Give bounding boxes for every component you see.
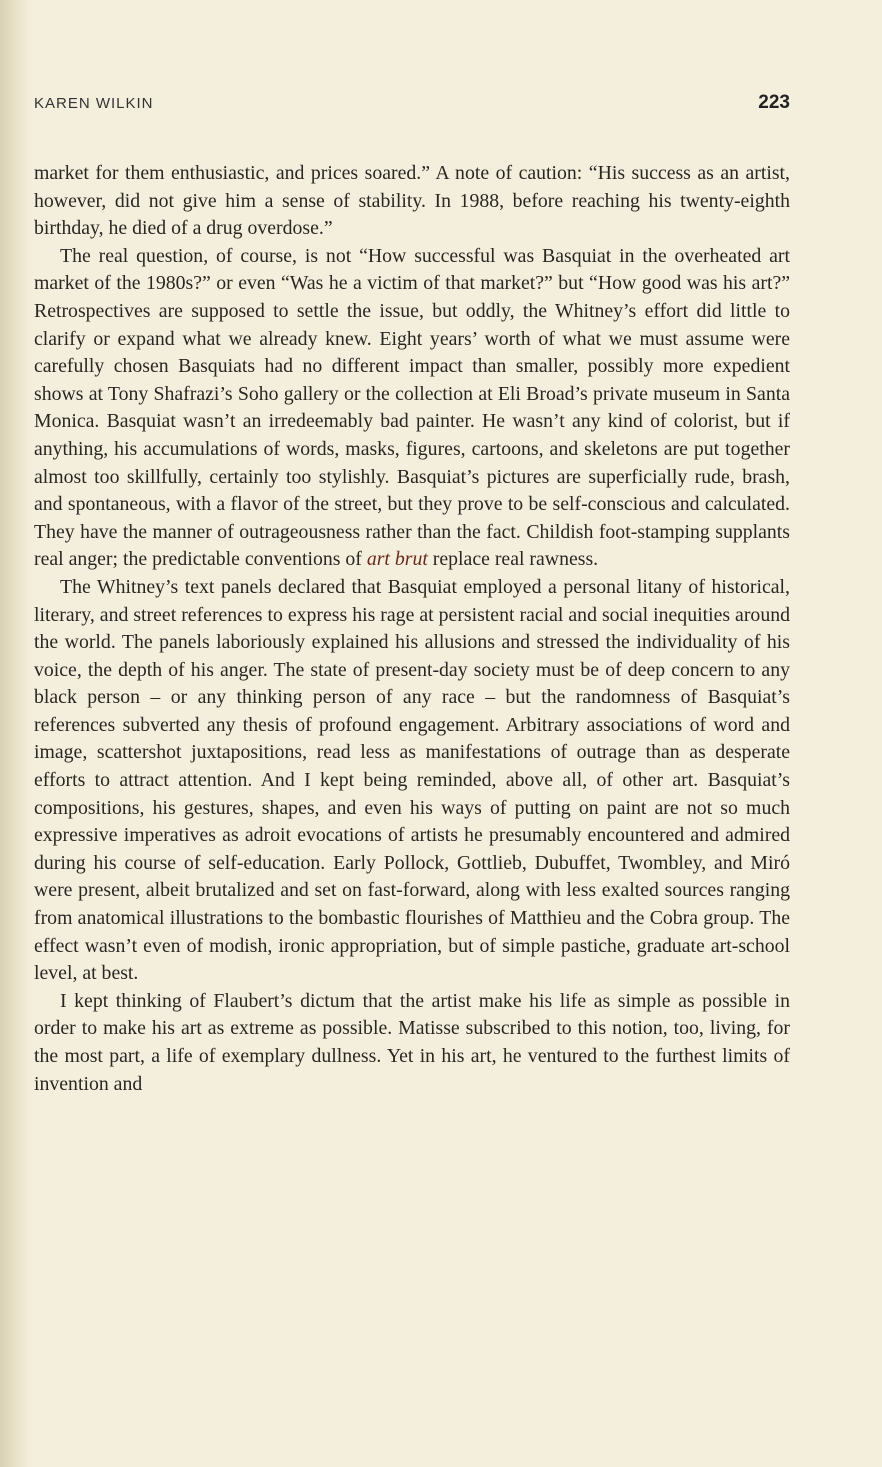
page-number: 223	[758, 92, 790, 113]
page-gutter-shadow	[0, 0, 30, 1467]
paragraph-2-text-end: replace real rawness.	[427, 548, 599, 571]
running-head-author: KAREN WILKIN	[34, 95, 154, 112]
paragraph-3: The Whitney’s text panels declared that Basquiat employed a personal litany of historical, literary, and street references to express his rage at persistent racial and social inequities around the world. The panels laboriously explained his allusions and stressed the individuality of his voice, the depth of his anger. The state of present-day society must be of deep concern to any black person – or any thinking person of any race – but the randomness of Basquiat’s references subverted any thesis of profound engagement. Arbitrary associations of word and image, scattershot juxtapositions, read less as manifestations of outrage than as desperate efforts to attract attention. And I kept being reminded, above all, of other art. Basquiat’s compositions, his gestures, shapes, and even his ways of putting on paint are not so much expressive imperatives as adroit evocations of artists he presumably encountered and admired during his course of self-education. Early Pollock, Gottlieb, Dubuffet, Twombley, and Miró were present, albeit brutalized and set on fast-forward, along with less exalted sources ranging from anatomical illustrations to the bombastic flourishes of Matthieu and the Cobra group. The effect wasn’t even of modish, ironic appropriation, but of simple pastiche, graduate art-school level, at best.	[34, 575, 790, 985]
running-head	[34, 92, 790, 116]
body-text	[34, 160, 790, 1098]
paragraph-2-text: The real question, of course, is not “How successful was Basquiat in the overheated art market of the 1980s?” or even “Was he a victim of that market?” but “How good was his art?” Retrospectives are supposed to settle the issue, but oddly, the Whitney’s effort did little to clarify or expand what we already knew. Eight years’ worth of what we must assume were carefully chosen Basquiats had no different impact than smaller, possibly more expedient shows at Tony Shafrazi’s Soho gallery or the collection at Eli Broad’s private museum in Santa Monica. Basquiat wasn’t an irredeemably bad painter. He wasn’t any kind of colorist, but if anything, his accumulations of words, masks, figures, cartoons, and skeletons are put together almost too skillfully, certainly too stylishly. Basquiat’s pictures are superficially rude, brash, and spontaneous, with a flavor of the street, but they prove to be self-conscious and calculated. They have the manner of outrageousness rather than the fact. Childish foot-stamping supplants real anger; the predictable conventions of	[34, 244, 790, 571]
paragraph-2	[34, 243, 790, 574]
paragraph-2-italic-term: art brut	[366, 548, 428, 571]
paragraph-4: I kept thinking of Flaubert’s dictum that the artist make his life as simple as possible in order to make his art as extreme as possible. Matisse subscribed to this notion, too, living, for the most part, a life of exemplary dullness. Yet in his art, he ventured to the furthest limits of invention and	[34, 989, 790, 1095]
paragraph-1: market for them enthusiastic, and prices soared.” A note of caution: “His success as an artist, however, did not give him a sense of stability. In 1988, before reaching his twenty-eighth birthday, he died of a drug overdose.”	[34, 162, 790, 240]
